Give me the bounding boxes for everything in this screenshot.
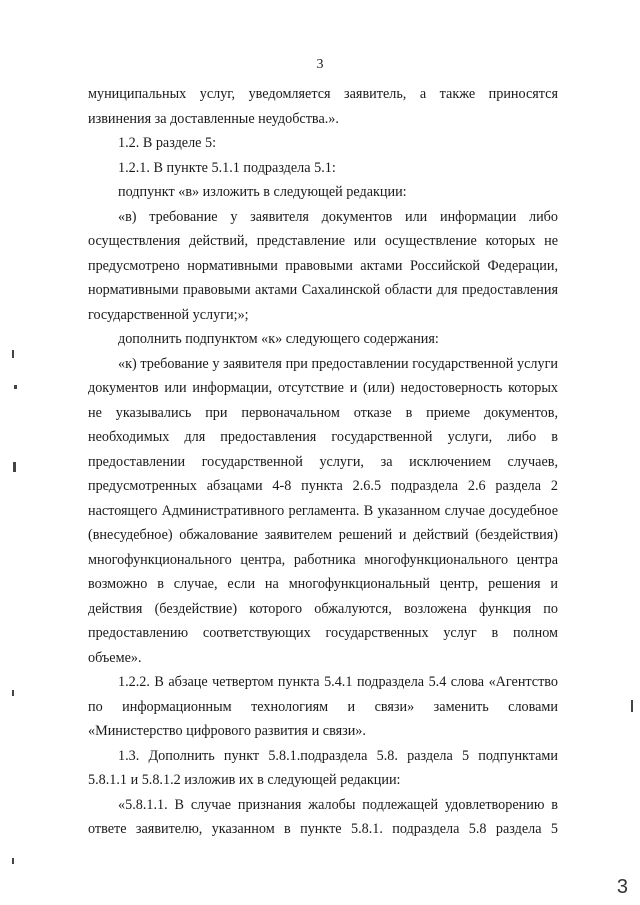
scan-artifact xyxy=(12,350,14,358)
paragraph-6: дополнить подпунктом «к» следующего содержания: xyxy=(118,331,439,347)
paragraph-4: подпункт «в» изложить в следующей редакции: xyxy=(118,184,407,200)
paragraph-2: 1.2. В разделе 5: xyxy=(118,135,217,151)
paragraph-8: 1.2.2. В абзаце четвертом пункта 5.4.1 подраздела 5.4 слова «Агентство по информационным технологиям и связи» заменить словами «Министерство цифрового развития и связи». xyxy=(88,674,558,739)
paragraph-5: «в) требование у заявителя документов или информации либо осуществления действий, представление или осуществление которых не предусмотрено нормативными правовыми актами Российской Федерации, нормативными правовыми актами Сахалинской области для предоставления государственной услуги;»; xyxy=(88,208,558,323)
paragraph-3: 1.2.1. В пункте 5.1.1 подраздела 5.1: xyxy=(118,159,336,176)
paragraph-9: 1.3. Дополнить пункт 5.8.1.подраздела 5.8. раздела 5 подпунктами 5.8.1.1 и 5.8.1.2 изложив их в следующей редакции: xyxy=(88,747,558,788)
scan-artifact xyxy=(12,690,14,696)
paragraph-1: муниципальных услуг, уведомляется заявитель, а также приносятся извинения за доставленные неудобства.». xyxy=(88,86,558,127)
scan-artifact xyxy=(12,858,14,864)
page-number: 3 xyxy=(316,57,324,72)
scan-artifact xyxy=(631,700,633,712)
scan-artifact xyxy=(13,462,16,472)
paragraph-10: «5.8.1.1. В случае признания жалобы подлежащей удовлетворению в ответе заявителю, указанном в пункте 5.8.1. подраздела 5.8 раздела 5 xyxy=(88,796,558,837)
document-body xyxy=(88,82,558,842)
paragraph-7: «к) требование у заявителя при предоставлении государственной услуги документов или информации, отсутствие и (или) недостоверность которых не указывались при первоначальном отказе в приеме документов, необходимых для предоставления государственной услуги, либо в предоставлении государственной услуги, за исключением случаев, предусмотренных абзацами 4-8 пункта 2.6.5 подраздела 2.6 раздела 2 настоящего Административного регламента. В указанном случае досудебное (внесудебное) обжалование заявителем решений и действий (бездействия) многофункционального центра, работника многофункционального центра возможно в случае, если на многофункциональный центр, решения и действия (бездействие) которого обжалуются, возложена функция по предоставлению соответствующих государственных услуг в полном объеме». xyxy=(88,355,558,666)
corner-page-mark: 3 xyxy=(616,876,628,898)
scan-artifact xyxy=(14,385,17,389)
